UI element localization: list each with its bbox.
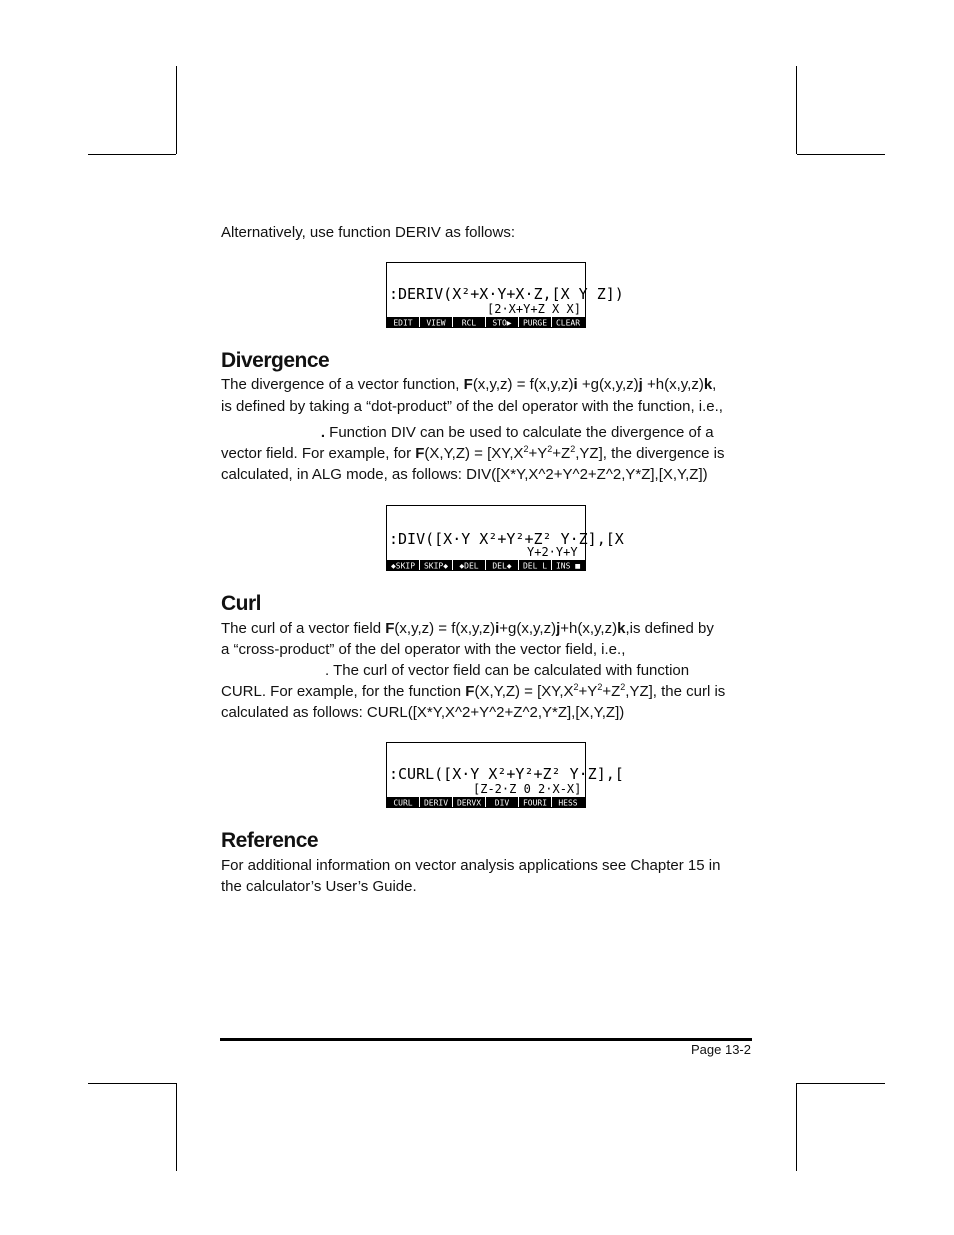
menu-key: HESS: [558, 798, 578, 808]
menu-key: ◆DEL: [459, 561, 479, 571]
menu-key: DERVX: [456, 798, 482, 808]
crop-mark-bottom-left-v: [176, 1083, 177, 1171]
menu-key: CLEAR: [555, 318, 581, 328]
menu-key: SKIP◆: [423, 561, 449, 571]
heading-curl: Curl: [221, 592, 261, 615]
crop-mark-bottom-right-h: [797, 1083, 885, 1084]
crop-mark-bottom-left-h: [88, 1083, 176, 1084]
divergence-line-2: is defined by taking a “dot-product” of the del operator with the function, i.e.,: [221, 398, 723, 415]
screen-menu: [387, 317, 585, 328]
menu-key: RCL: [461, 318, 477, 328]
menu-key: INS ■: [555, 561, 581, 571]
footer-rule: [220, 1038, 752, 1041]
menu-key: FOURI: [522, 798, 548, 808]
screen-line-1: :CURL([X·Y X²+Y²+Z² Y·Z],[: [389, 765, 624, 783]
curl-line-5: calculated as follows: CURL([X*Y,X^2+Y^2+Z^2,Y*Z],[X,Y,Z]): [221, 704, 625, 721]
calculator-screen-curl: [386, 742, 624, 808]
page-number: Page 13-2: [691, 1042, 751, 1057]
menu-key: DEL◆: [492, 561, 512, 571]
calculator-screen-deriv: [386, 262, 624, 328]
screen-line-1: :DIV([X·Y X²+Y²+Z² Y·Z],[X: [389, 530, 624, 548]
menu-key: DEL L: [522, 561, 548, 571]
screen-menu: [387, 797, 585, 808]
heading-reference: Reference: [221, 829, 319, 852]
screen-line-1: :DERIV(X²+X·Y+X·Z,[X Y Z]): [389, 285, 624, 303]
screen-line-2: Y+2·Y+Y: [527, 545, 578, 559]
curl-line-2: a “cross-product” of the del operator with the vector field, i.e.,: [221, 641, 626, 658]
menu-key: DIV: [494, 798, 510, 808]
crop-mark-bottom-right-v: [796, 1083, 797, 1171]
crop-mark-top-left-h: [88, 154, 176, 155]
crop-mark-top-left-v: [176, 66, 177, 154]
screen-line-2: [Z-2·Z 0 2·X-X]: [473, 782, 582, 796]
crop-mark-top-right-v: [796, 66, 797, 154]
divergence-line-1: The divergence of a vector function, F(x,y,z) = f(x,y,z)i +g(x,y,z)j +h(x,y,z)k,: [221, 376, 717, 393]
menu-key: DERIV: [423, 798, 449, 808]
reference-line-2: the calculator’s User’s Guide.: [221, 878, 417, 895]
intro-paragraph: Alternatively, use function DERIV as follows:: [221, 224, 516, 241]
divergence-line-3: . Function DIV can be used to calculate the divergence of a: [320, 424, 714, 441]
calculator-screen-div: [386, 505, 624, 571]
screen-line-2: [2·X+Y+Z X X]: [487, 302, 581, 316]
menu-key: STO▶: [492, 318, 512, 328]
menu-key: CURL: [393, 798, 413, 808]
curl-line-4: CURL. For example, for the function $F(X,Y,Z) = [XY,X^2+Y^2+Z^2,YZ]$, the curl is: [221, 682, 726, 700]
menu-key: PURGE: [522, 318, 548, 328]
menu-key: EDIT: [393, 318, 413, 328]
reference-line-1: For additional information on vector analysis applications see Chapter 15 in: [221, 857, 721, 874]
menu-key: VIEW: [426, 318, 446, 328]
curl-line-1: The curl of a vector field F(x,y,z) = f(x,y,z)i+g(x,y,z)j+h(x,y,z)k,is defined by: [221, 620, 714, 637]
screen-menu: [387, 560, 585, 571]
heading-divergence: Divergence: [221, 349, 330, 372]
crop-mark-top-right-h: [797, 154, 885, 155]
curl-line-3: . The curl of vector field can be calculated with function: [325, 662, 690, 679]
divergence-line-4: vector field. For example, for $F(X,Y,Z) = [XY,X^2+Y^2+Z^2,YZ]$, the divergence is: [221, 444, 725, 462]
divergence-line-5: calculated, in ALG mode, as follows: DIV([X*Y,X^2+Y^2+Z^2,Y*Z],[X,Y,Z]): [221, 466, 708, 483]
menu-key: ◆SKIP: [390, 561, 416, 571]
